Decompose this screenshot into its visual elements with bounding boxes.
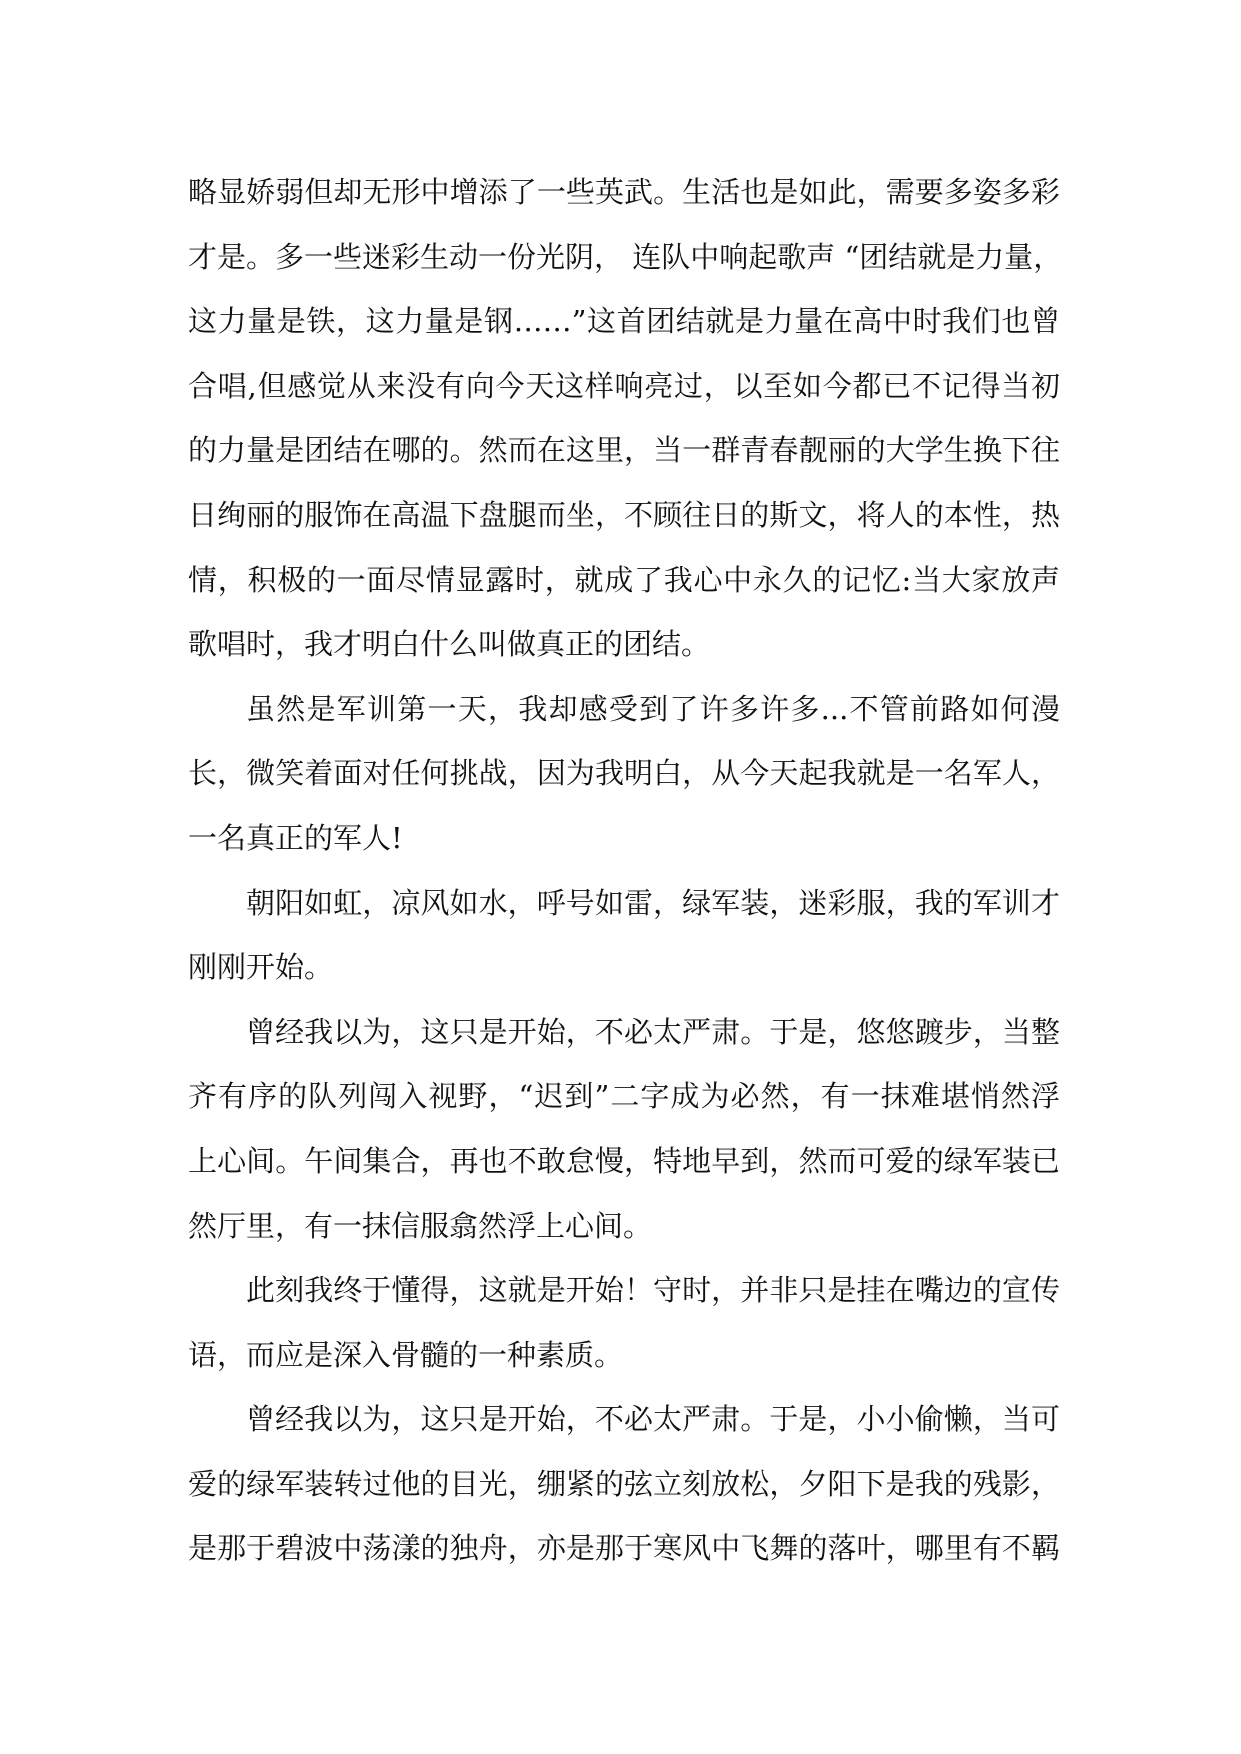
text-line: 的力量是团结在哪的。然而在这里，当一群青春靓丽的大学生换下往 <box>188 433 1060 468</box>
paragraph <box>188 871 1060 1000</box>
text-line: 齐有序的队列闯入视野，“迟到”二字成为必然，有一抹难堪悄然浮 <box>188 1079 1060 1114</box>
document-body <box>188 160 1063 1581</box>
text-line: 是那于碧波中荡漾的独舟，亦是那于寒风中飞舞的落叶，哪里有不羁 <box>188 1531 1060 1566</box>
text-line: 此刻我终于懂得，这就是开始！守时，并非只是挂在嘴边的宣传 <box>246 1273 1060 1308</box>
text-line: 歌唱时，我才明白什么叫做真正的团结。 <box>188 627 711 662</box>
paragraph <box>188 160 1063 677</box>
text-line: 一名真正的军人! <box>188 820 403 855</box>
text-line: 爱的绿军装转过他的目光，绷紧的弦立刻放松，夕阳下是我的残影， <box>188 1466 1060 1501</box>
text-line: 合唱,但感觉从来没有向今天这样响亮过，以至如今都已不记得当初 <box>188 368 1060 403</box>
text-line: 略显娇弱但却无形中增添了一些英武。生活也是如此，需要多姿多彩 <box>188 175 1060 209</box>
text-line: 虽然是军训第一天，我却感受到了许多许多...不管前路如何漫 <box>246 691 1060 726</box>
text-line: 日绚丽的服饰在高温下盘腿而坐，不顾往日的斯文，将人的本性，热 <box>188 497 1060 532</box>
text-line: 朝阳如虹，凉风如水，呼号如雷，绿军装，迷彩服，我的军训才 <box>246 885 1060 920</box>
text-line: 情，积极的一面尽情显露时，就成了我心中永久的记忆:当大家放声 <box>188 562 1060 597</box>
paragraph <box>188 1000 1060 1258</box>
text-line: 语，而应是深入骨髓的一种素质。 <box>188 1337 624 1372</box>
text-line: 刚刚开始。 <box>188 950 334 985</box>
text-line: 这力量是铁，这力量是钢……”这首团结就是力量在高中时我们也曾 <box>188 304 1060 339</box>
text-line: 曾经我以为，这只是开始，不必太严肃。于是，悠悠踱步，当整 <box>246 1014 1060 1049</box>
text-line: 上心间。午间集合，再也不敢怠慢，特地早到，然而可爱的绿军装已 <box>188 1143 1060 1178</box>
paragraph <box>188 1258 1060 1387</box>
paragraph <box>188 677 1060 871</box>
text-line: 才是。多一些迷彩生动一份光阴， 连队中响起歌声 “团结就是力量， <box>188 239 1063 274</box>
paragraph <box>188 1387 1060 1581</box>
text-line: 曾经我以为，这只是开始，不必太严肃。于是，小小偷懒，当可 <box>246 1402 1060 1437</box>
text-line: 长，微笑着面对任何挑战，因为我明白，从今天起我就是一名军人， <box>188 756 1060 791</box>
text-line: 然厅里，有一抹信服翕然浮上心间。 <box>188 1208 653 1243</box>
